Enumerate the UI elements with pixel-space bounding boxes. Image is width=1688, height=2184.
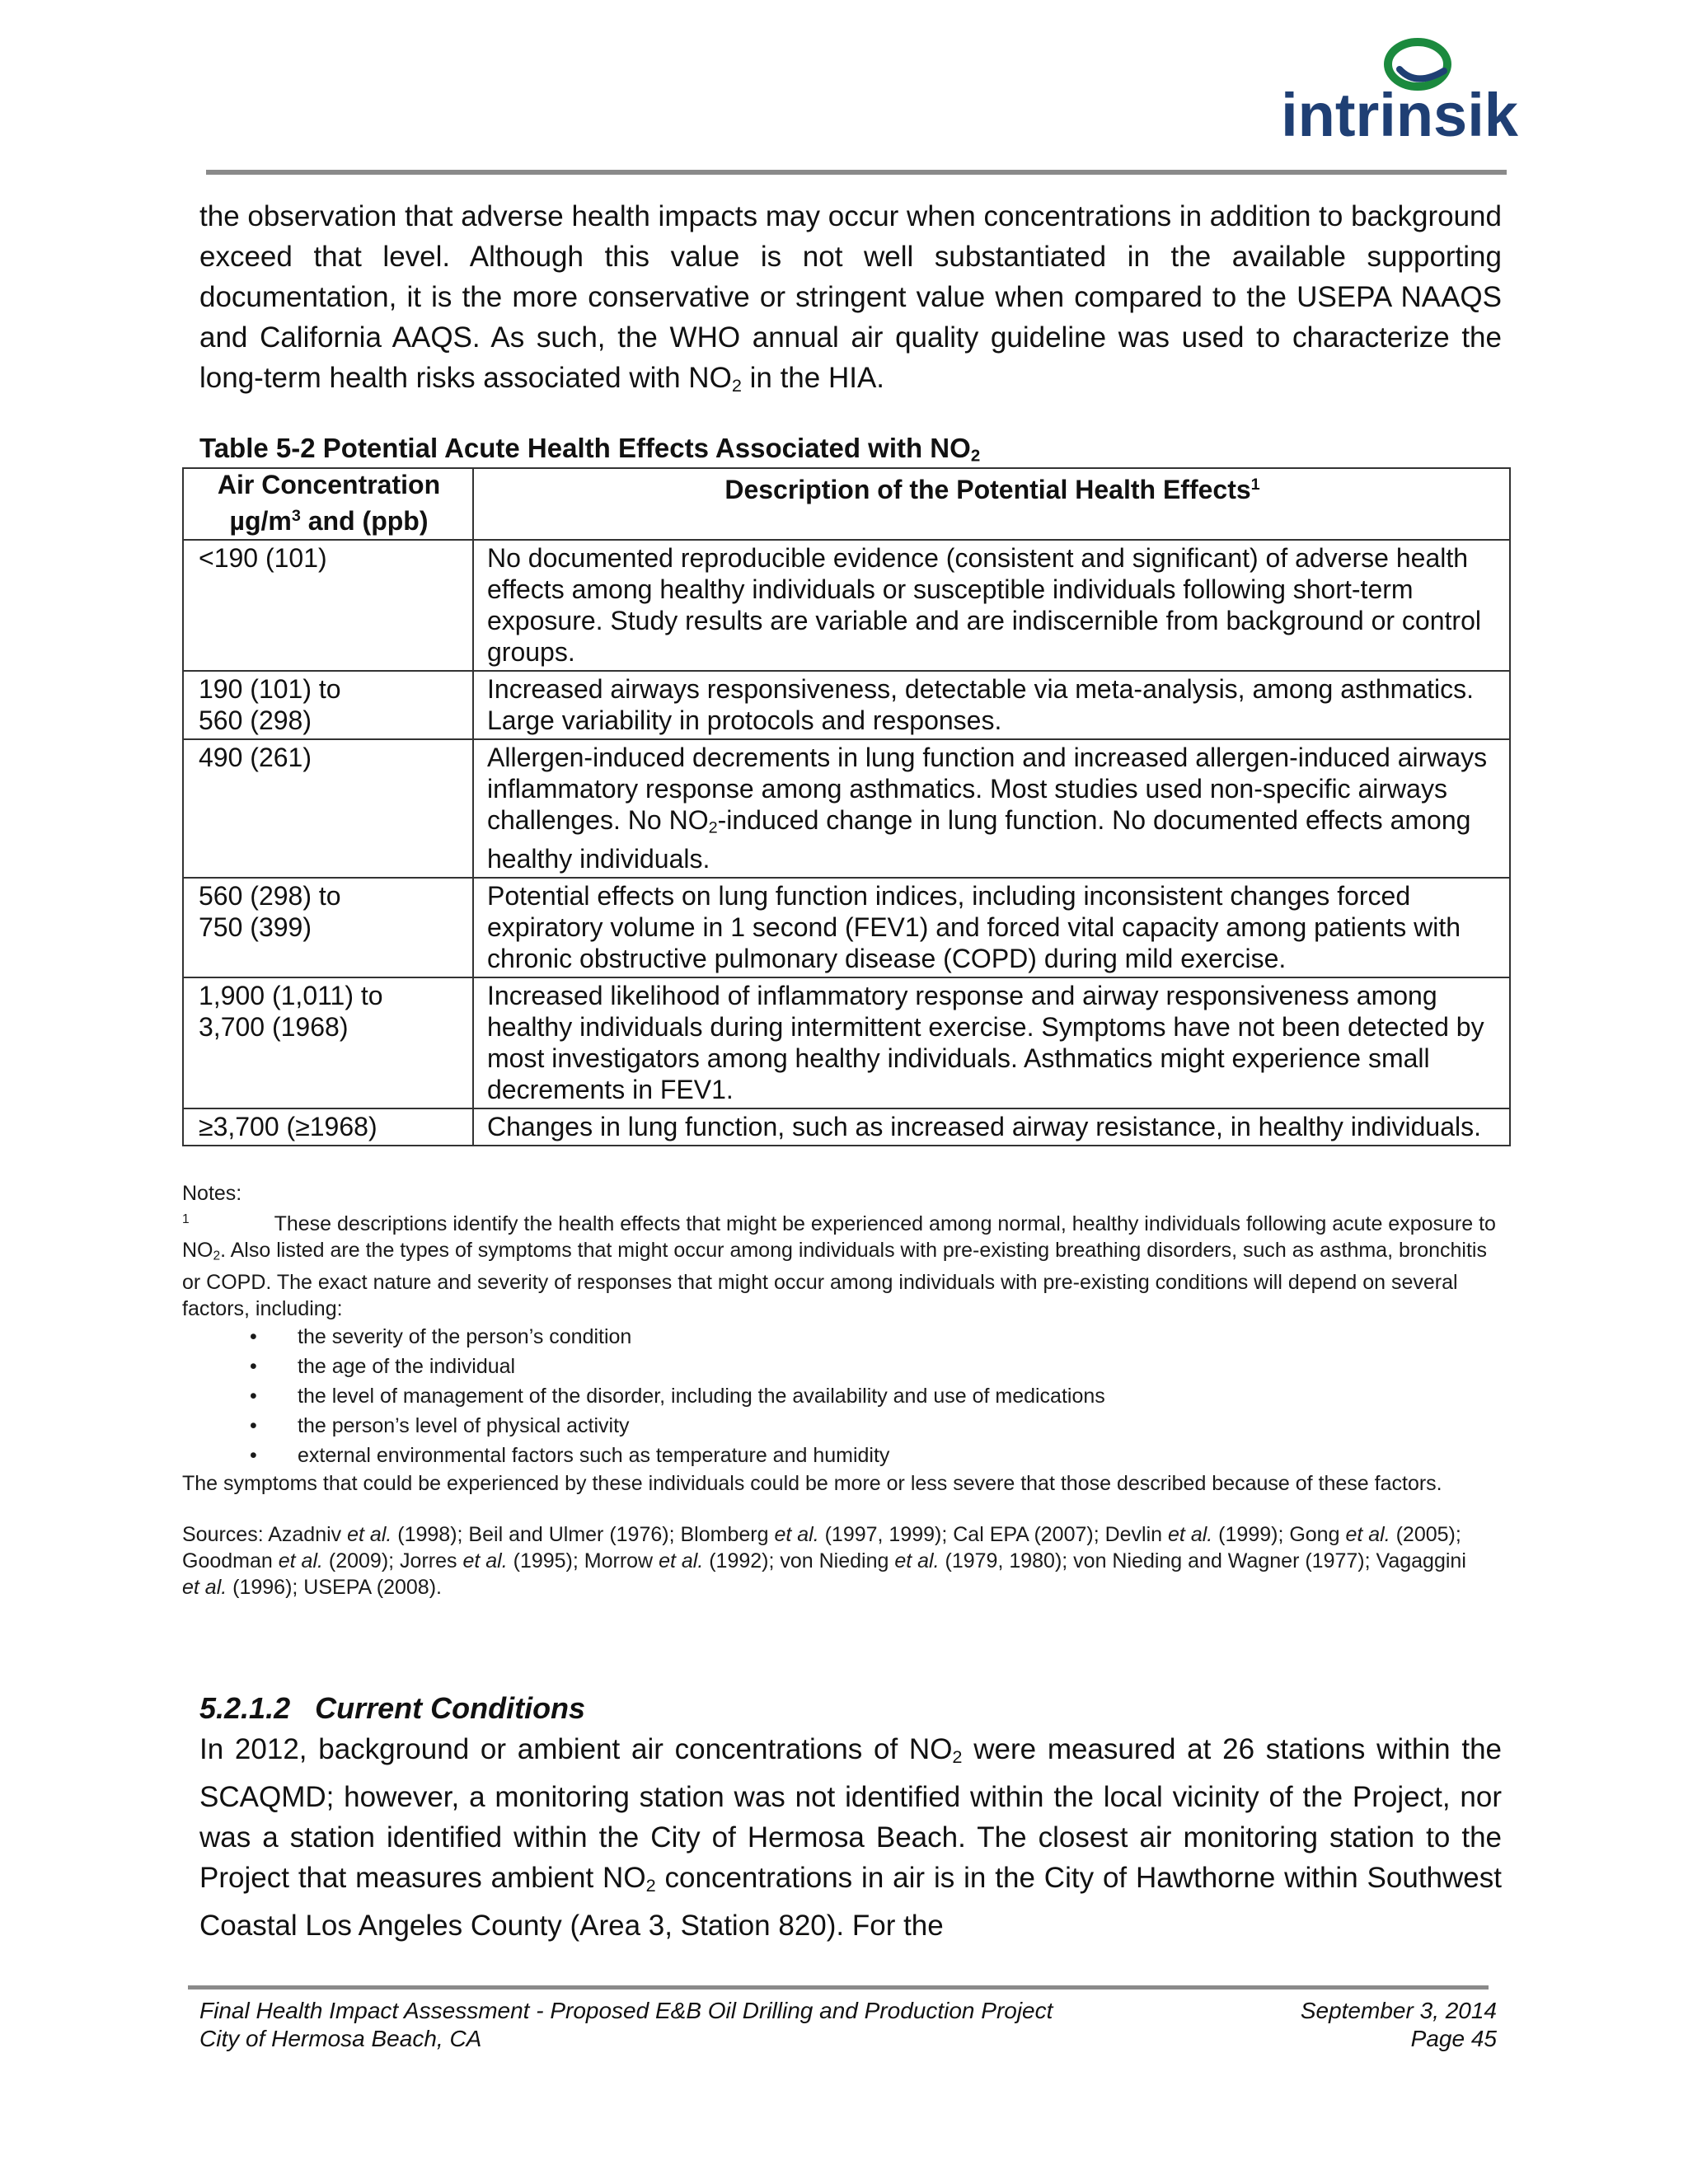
column-header-concentration bbox=[183, 468, 473, 540]
section-heading: 5.2.1.2 Current Conditions bbox=[199, 1691, 586, 1725]
table-row bbox=[183, 671, 1510, 739]
company-logo bbox=[1276, 33, 1523, 148]
column-header-concentration-line1: Air Concentration bbox=[217, 470, 441, 499]
table-title: Table 5-2 Potential Acute Health Effects Associated with $NO_2$ bbox=[199, 433, 981, 466]
footer-rule bbox=[188, 1985, 1489, 1990]
table-row bbox=[183, 1108, 1510, 1146]
concentration-value: 560 (298) bbox=[199, 705, 312, 735]
footer-left bbox=[199, 1997, 1053, 2053]
concentration-cell bbox=[183, 977, 473, 1108]
footer-date: September 3, 2014 bbox=[1300, 1998, 1497, 2023]
concentration-cell bbox=[183, 739, 473, 878]
notes-label: Notes: bbox=[182, 1182, 242, 1205]
description-cell: Potential effects on lung function indices, including inconsistent changes forced expiratory volume in 1 second (FEV1) and forced vital capacity among patients with chronic obstructive pulmonary disease (COPD) during mild exercise. bbox=[473, 878, 1510, 977]
footer-location: City of Hermosa Beach, CA bbox=[199, 2026, 482, 2051]
section-paragraph: In 2012, background or ambient air concentrations of $NO_2$ were measured at 26 stations within the SCAQMD; however, a monitoring station was not identified within the local vicinity of the Project, nor was a station identified within the City of Hermosa Beach. The closest air monitoring station to the Project that measures ambient $NO_2$ concentrations in air is in the City of Hawthorne within Southwest Coastal Los Angeles County (Area 3, Station 820). For the bbox=[199, 1733, 1502, 1942]
concentration-value: 1,900 (1,011) to bbox=[199, 981, 383, 1011]
concentration-value: <190 (101) bbox=[199, 542, 327, 573]
concentration-value: 560 (298) to bbox=[199, 881, 341, 912]
footnote-mark: 1 bbox=[182, 1212, 190, 1226]
concentration-cell bbox=[183, 540, 473, 671]
concentration-cell bbox=[183, 1108, 473, 1146]
description-cell: Allergen-induced decrements in lung function and increased allergen-induced airways inflammatory response among asthmatics. Most studies used non-specific airways challenges. No $NO_2$-induced change in lung function. No documented effects among healthy individuals. bbox=[473, 739, 1510, 878]
footer-page-number: Page 45 bbox=[1410, 2026, 1497, 2051]
list-item: • the level of management of the disorder, including the availability and use of medications bbox=[182, 1381, 1501, 1411]
logo-text: intrinsik bbox=[1281, 81, 1518, 148]
intrinsik-logo-icon bbox=[1276, 33, 1523, 148]
footer-document-title: Final Health Impact Assessment - Proposed E&B Oil Drilling and Production Project bbox=[199, 1998, 1053, 2023]
intro-paragraph: the observation that adverse health impacts may occur when concentrations in addition to background exceed that level. Although this value is not well substantiated in the available supporting documentation, it is the more conservative or stringent value when compared to the USEPA NAAQS and California AAQS. As such, the WHO annual air quality guideline was used to characterize the long-term health risks associated with $NO_2$ in the HIA. bbox=[199, 200, 1502, 396]
description-cell: Changes in lung function, such as increased airway resistance, in healthy individuals. bbox=[473, 1108, 1510, 1146]
factor-list bbox=[182, 1322, 1501, 1470]
concentration-value: 190 (101) to bbox=[199, 673, 341, 704]
column-header-concentration-line2: $\mu g/m^3$ and (ppb) bbox=[229, 505, 429, 536]
description-cell: Increased likelihood of inflammatory response and airway responsiveness among healthy individuals during intermittent exercise. Symptoms have not been detected by most investigators among healthy individuals. Asthmatics might experience small decrements in FEV1. bbox=[473, 977, 1510, 1108]
concentration-value: ≥3,700 (≥1968) bbox=[199, 1112, 377, 1142]
concentration-value: 750 (399) bbox=[199, 912, 312, 943]
concentration-cell bbox=[183, 671, 473, 739]
footer-right bbox=[1301, 1997, 1497, 2053]
concentration-cell bbox=[183, 878, 473, 977]
table-row bbox=[183, 878, 1510, 977]
list-item: • external environmental factors such as temperature and humidity bbox=[182, 1441, 1501, 1470]
footnote-text: These descriptions identify the health effects that might be experienced among normal, healthy individuals following acute exposure to $NO_2$. Also listed are the types of symptoms that might occur among individuals with pre-existing breathing disorders, such as asthma, bronchitis or COPD. The exact nature and severity of responses that might occur among individuals with pre-existing conditions will depend on several factors, including: bbox=[182, 1212, 1496, 1320]
description-cell: Increased airways responsiveness, detectable via meta-analysis, among asthmatics. Large variability in protocols and responses. bbox=[473, 671, 1510, 739]
list-item: • the age of the individual bbox=[182, 1352, 1501, 1381]
description-cell: No documented reproducible evidence (consistent and significant) of adverse health effects among healthy individuals or susceptible individuals following short-term exposure. Study results are variable and are indiscernible from background or control groups. bbox=[473, 540, 1510, 671]
table-row bbox=[183, 739, 1510, 878]
header-rule bbox=[206, 170, 1507, 175]
concentration-value: 3,700 (1968) bbox=[199, 1012, 349, 1043]
concentration-value: 490 (261) bbox=[199, 742, 312, 772]
table-row bbox=[183, 977, 1510, 1108]
footnote bbox=[182, 1207, 1501, 1322]
list-item: • the severity of the person’s condition bbox=[182, 1322, 1501, 1352]
sources-text: Sources: Azadniv et al. (1998); Beil and Ulmer (1976); Blomberg et al. (1997, 1999); Cal EPA (2007); Devlin et al. (1999); Gong et al. (2005); Goodman et al. (2009); Jorres et al. (1995); Morrow et al. (1992); von Nieding et al. (1979, 1980); von Nieding and Wagner (1977); Vagaggini et al. (1996); USEPA (2008). bbox=[182, 1522, 1466, 1599]
notes-closing: The symptoms that could be experienced by these individuals could be more or less severe that those described because of these factors. bbox=[182, 1471, 1442, 1495]
table-notes bbox=[182, 1180, 1501, 1601]
table-header-row bbox=[183, 468, 1510, 540]
list-item: • the person’s level of physical activity bbox=[182, 1411, 1501, 1441]
column-header-description: Description of the Potential Health Effects$^1$ bbox=[473, 468, 1510, 540]
table-row bbox=[183, 540, 1510, 671]
health-effects-table bbox=[182, 467, 1511, 1146]
